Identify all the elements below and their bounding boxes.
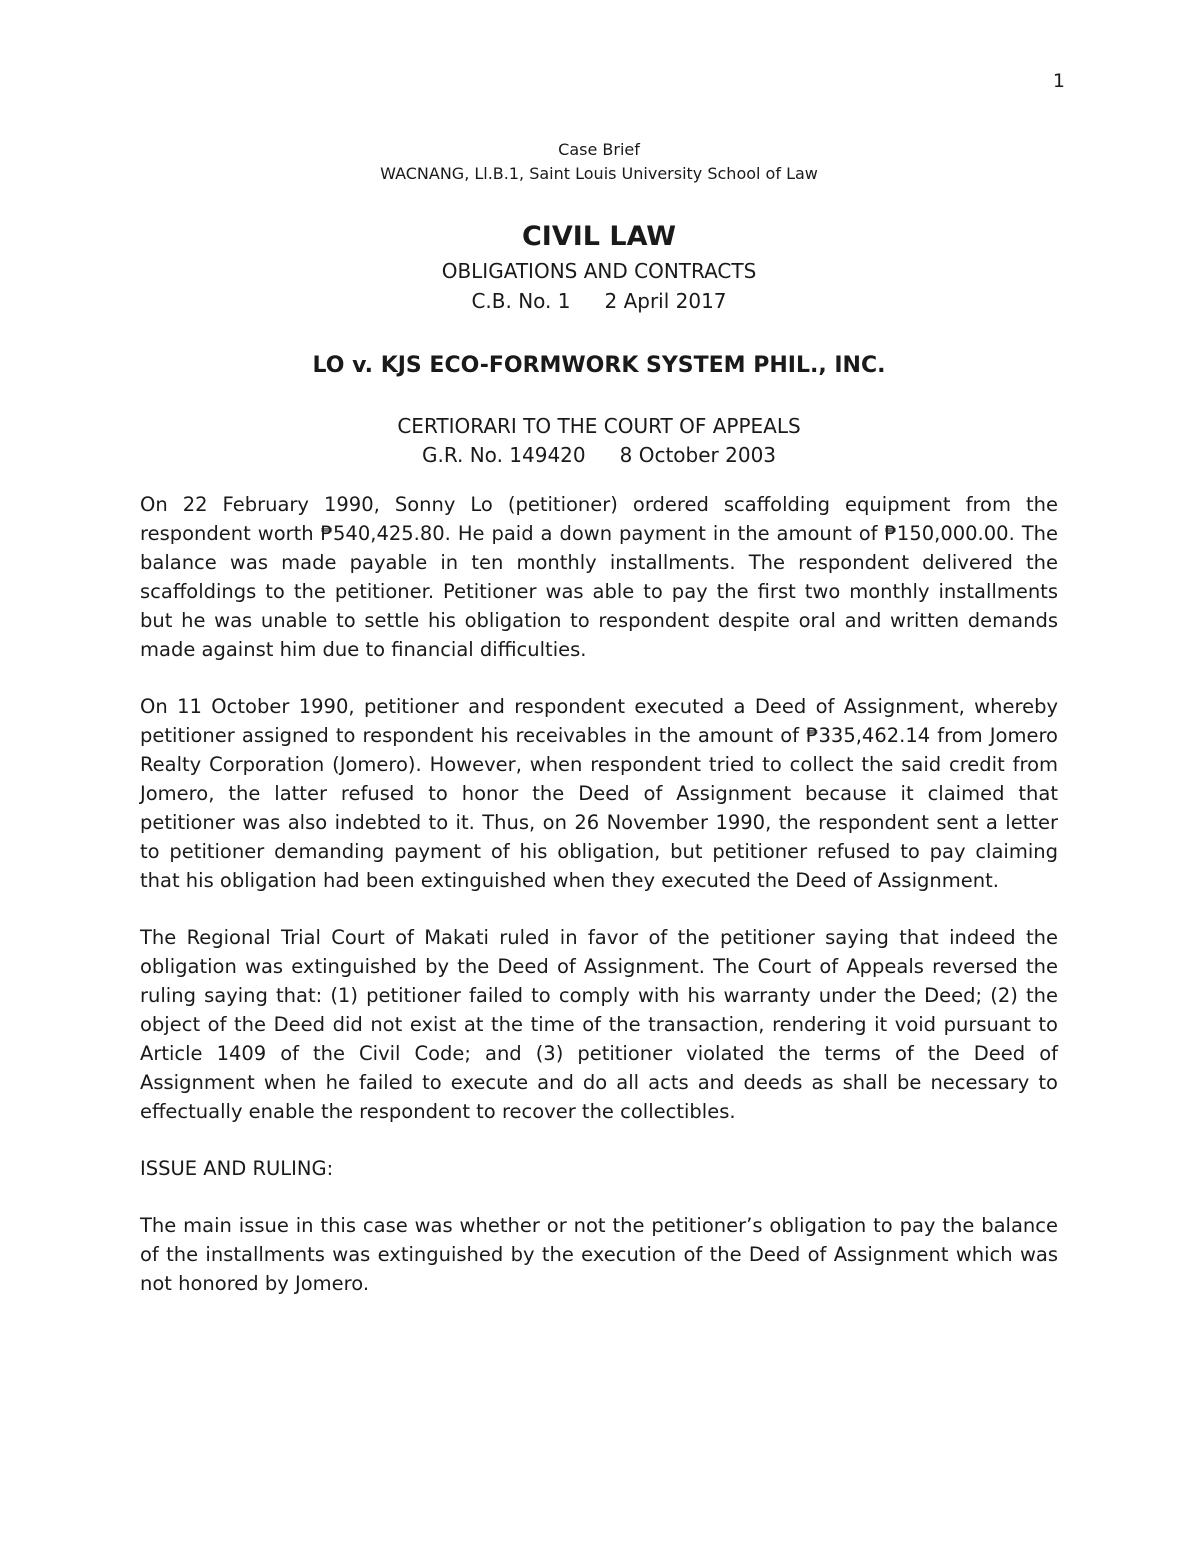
case-brief-date: 2 April 2017 — [604, 289, 727, 313]
gr-line — [140, 441, 1058, 470]
doc-type-label: Case Brief — [558, 140, 640, 159]
facts-paragraph-1: On 22 February 1990, Sonny Lo (petitioner) ordered scaffolding equipment from the respondent worth ₱540,425.80. He paid a down payment in the amount of ₱150,000.00. The balance was made payable in ten monthly installments. The respondent delivered the scaffoldings to the petitioner. Petitioner was able to pay the first two monthly installments but he was unable to settle his obligation to respondent despite oral and written demands made against him due to financial difficulties. — [140, 493, 1058, 661]
document-body — [140, 490, 1058, 1326]
issue-heading: ISSUE AND RULING: — [140, 1157, 334, 1180]
proceeding-block — [140, 412, 1058, 470]
issue-paragraph: The main issue in this case was whether or not the petitioner’s obligation to pay the balance of the installments was extinguished by the execution of the Deed of Assignment which was not honored by Jomero. — [140, 1214, 1058, 1295]
document-header — [140, 138, 1058, 470]
gr-date: 8 October 2003 — [619, 443, 777, 467]
facts-paragraph-2: On 11 October 1990, petitioner and respondent executed a Deed of Assignment, whereby petitioner assigned to respondent his receivables in the amount of ₱335,462.14 from Jomero Realty Corporation (Jomero). However, when respondent tried to collect the said credit from Jomero, the latter refused to honor the Deed of Assignment because it claimed that petitioner was also indebted to it. Thus, on 26 November 1990, the respondent sent a letter to petitioner demanding payment of his obligation, but petitioner refused to pay claiming that his obligation had been extinguished when they executed the Deed of Assignment. — [140, 695, 1058, 892]
case-title: LO v. KJS ECO-FORMWORK SYSTEM PHIL., INC. — [312, 353, 886, 378]
case-brief-number: C.B. No. 1 — [471, 289, 571, 313]
page-number: 1 — [1052, 70, 1065, 92]
subject-title: CIVIL LAW — [521, 221, 677, 252]
case-brief-number-line — [140, 286, 1058, 316]
author-line: WACNANG, Ll.B.1, Saint Louis University School of Law — [380, 164, 818, 183]
subject-subtitle: OBLIGATIONS AND CONTRACTS — [441, 259, 757, 283]
proceeding-type: CERTIORARI TO THE COURT OF APPEALS — [397, 414, 801, 438]
gr-number: G.R. No. 149420 — [421, 443, 586, 467]
facts-paragraph-3: The Regional Trial Court of Makati ruled in favor of the petitioner saying that indeed the obligation was extinguished by the Deed of Assignment. The Court of Appeals reversed the ruling saying that: (1) petitioner failed to comply with his warranty under the Deed; (2) the object of the Deed did not exist at the time of the transaction, rendering it void pursuant to Article 1409 of the Civil Code; and (3) petitioner violated the terms of the Deed of Assignment when he failed to execute and do all acts and deeds as shall be necessary to effectually enable the respondent to recover the collectibles. — [140, 926, 1058, 1123]
